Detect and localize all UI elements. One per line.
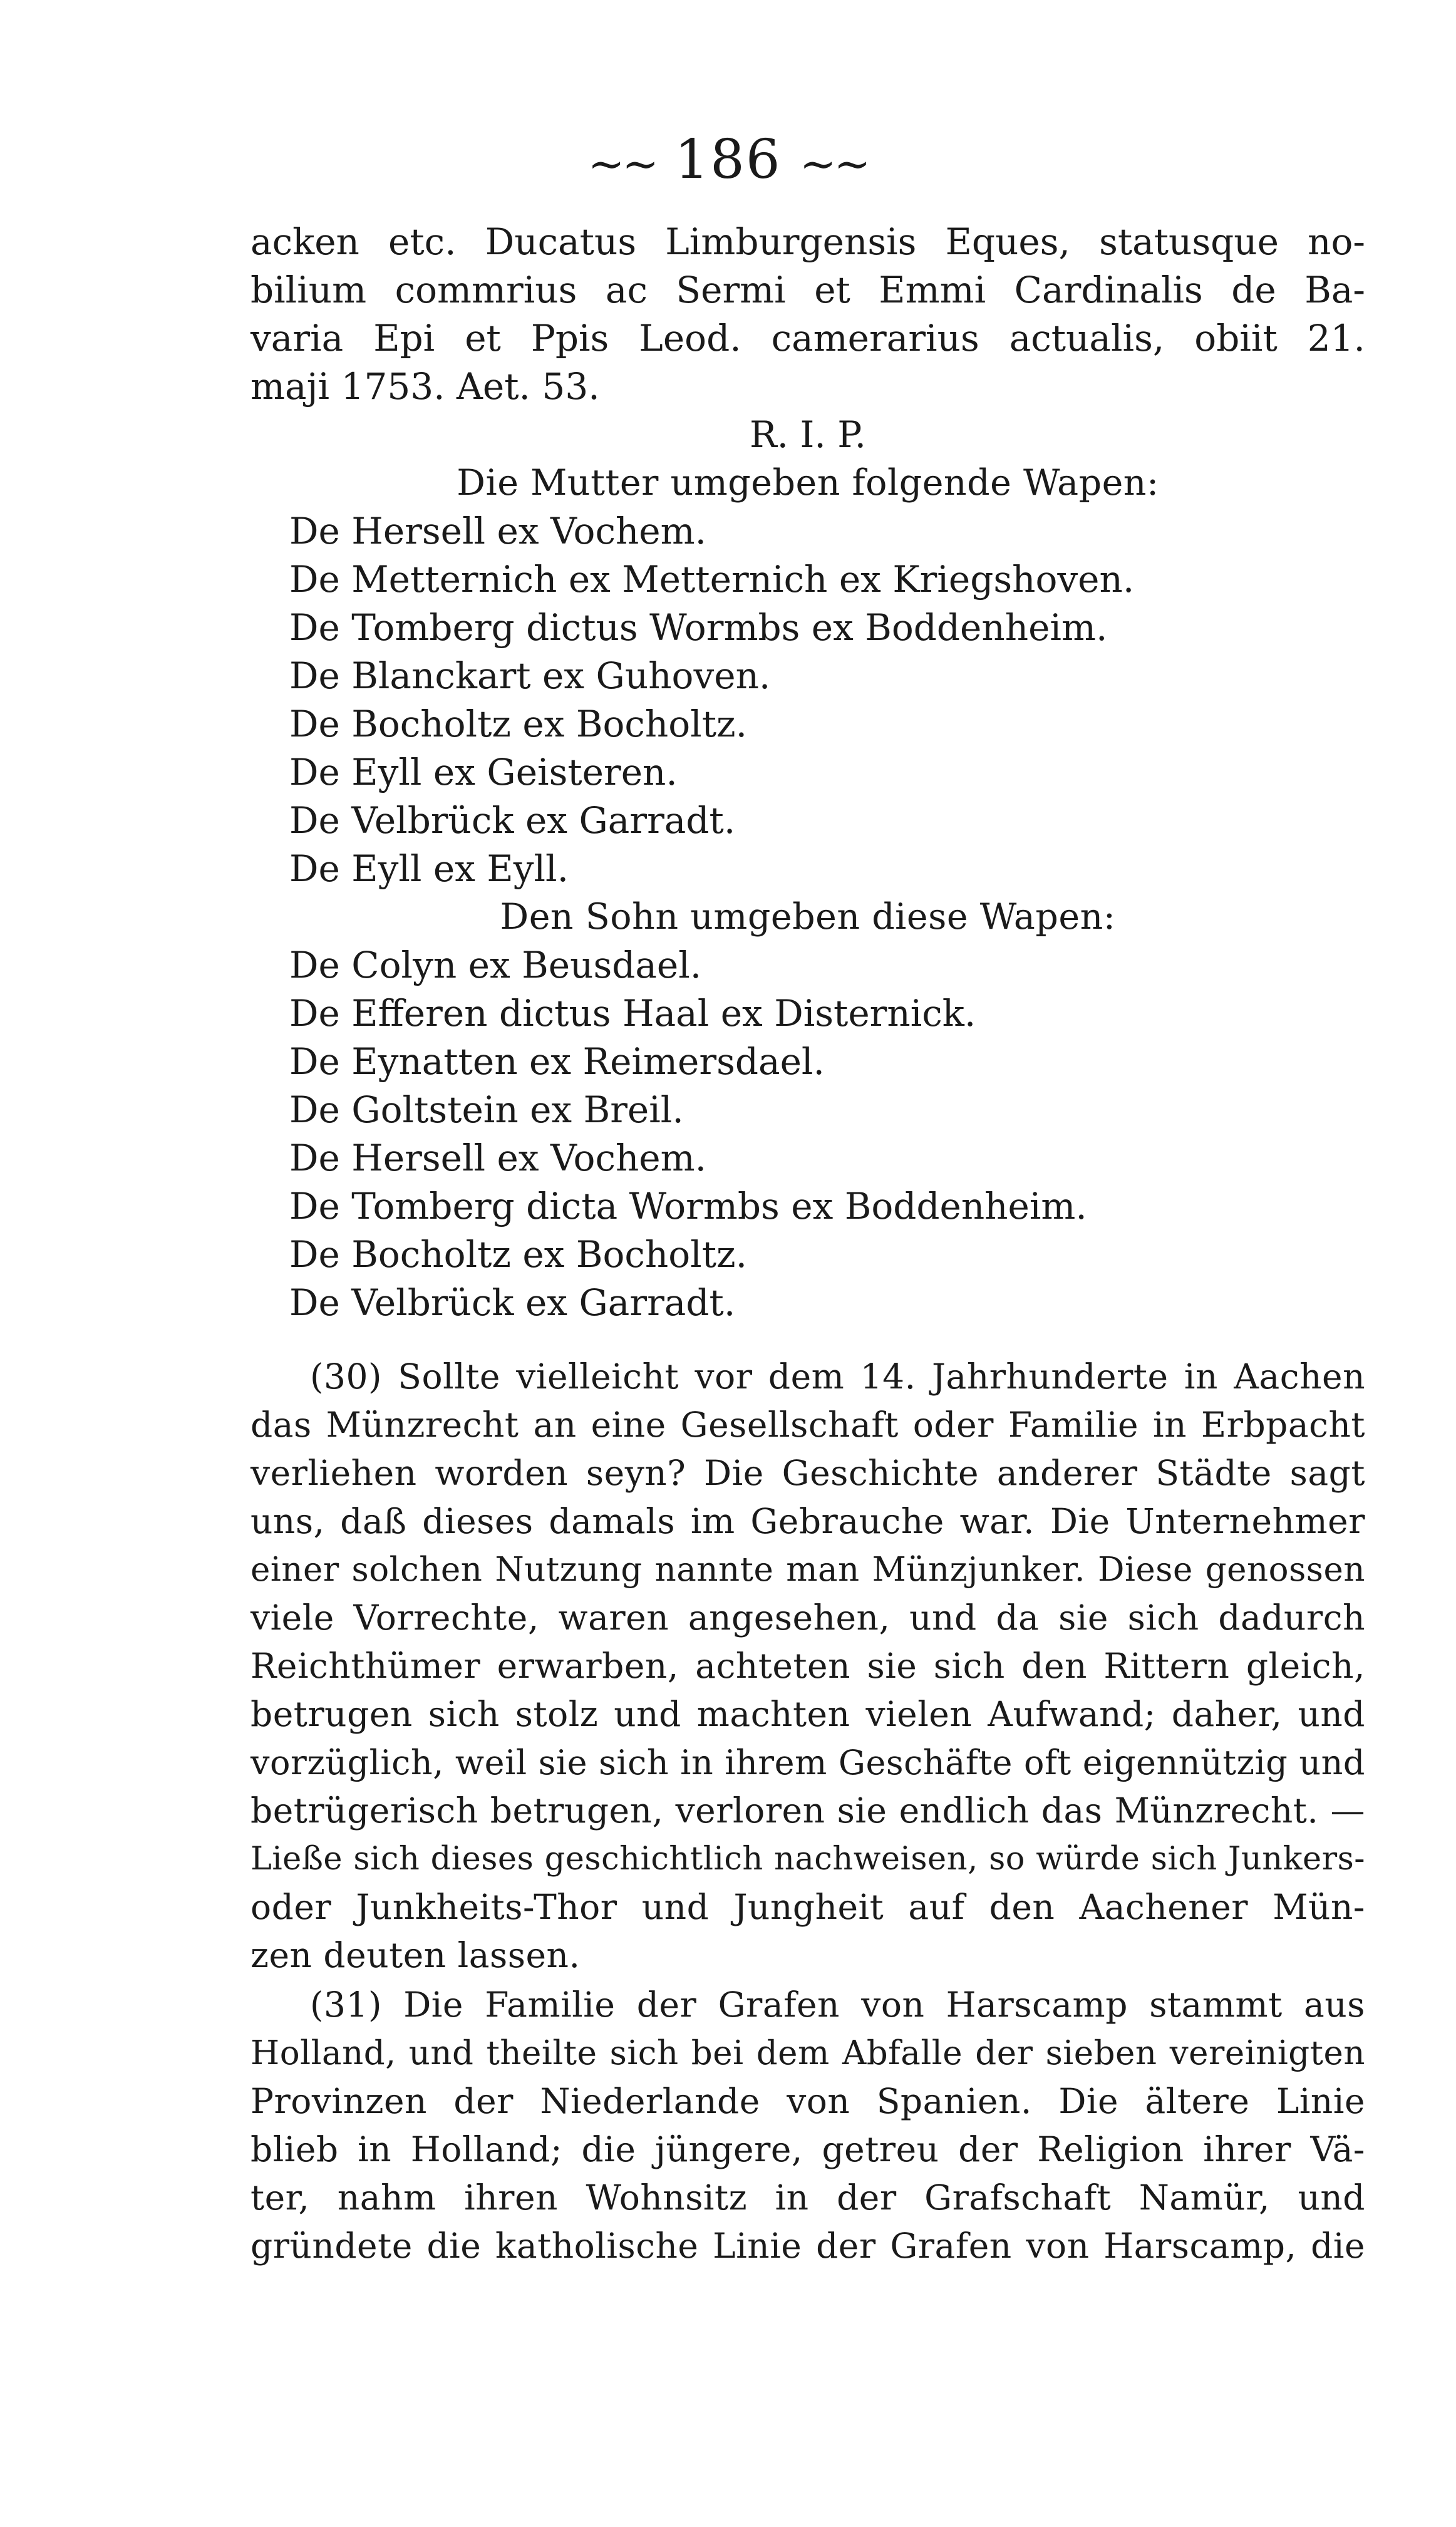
note-line: verliehen worden seyn? Die Geschichte anderer Städte sagt	[250, 1453, 1365, 1493]
arms-entry: De Bocholtz ex Bocholtz.	[289, 1233, 748, 1276]
note-line: uns, daß dieses damals im Gebrauche war. Die Unternehmer	[250, 1501, 1365, 1541]
arms-entry: De Tomberg dictus Wormbs ex Boddenheim.	[289, 606, 1108, 649]
arms-entry: De Eyll ex Geisteren.	[289, 751, 678, 793]
arms-entry: De Goltstein ex Breil.	[289, 1088, 684, 1131]
note-line: betrügerisch betrugen, verloren sie endlich das Münzrecht. —	[250, 1791, 1365, 1831]
note-line: oder Junkheits-Thor und Jungheit auf den Aachener Mün-	[250, 1887, 1365, 1927]
note-line: einer solchen Nutzung nannte man Münzjunker. Diese genossen	[250, 1551, 1365, 1589]
arms-entry: De Hersell ex Vochem.	[289, 510, 707, 552]
son-arms-heading: Den Sohn umgeben diese Wapen:	[500, 896, 1116, 938]
arms-entry: De Eynatten ex Reimersdael.	[289, 1040, 825, 1083]
note-line: ter, nahm ihren Wohnsitz in der Grafschaft Namür, und	[250, 2178, 1365, 2218]
note-line: (30) Sollte vielleicht vor dem 14. Jahrhunderte in Aachen	[310, 1357, 1365, 1397]
header-ornament-right: ~~	[799, 138, 869, 190]
note-line: blieb in Holland; die jüngere, getreu der Religion ihrer Vä-	[250, 2129, 1365, 2169]
son-arms-list	[250, 941, 1365, 1327]
arms-entry: De Eyll ex Eyll.	[289, 847, 569, 890]
header-ornament-left: ~~	[587, 138, 657, 190]
note-line: Ließe sich dieses geschichtlich nachweisen, so würde sich Junkers-	[250, 1841, 1365, 1878]
epitaph-line: acken etc. Ducatus Limburgensis Eques, statusque no-	[250, 220, 1365, 263]
note-line: Holland, und theilte sich bei dem Abfalle der sieben vereinigten	[250, 2034, 1365, 2072]
note-line: vorzüglich, weil sie sich in ihrem Geschäfte oft eigennützig und	[250, 1743, 1365, 1782]
arms-entry: De Bocholtz ex Bocholtz.	[289, 703, 748, 745]
note-31	[250, 1981, 1365, 2270]
epitaph-block	[250, 218, 1365, 507]
note-line: betrugen sich stolz und machten vielen Aufwand; daher, und	[250, 1694, 1365, 1734]
rip-line: R. I. P.	[749, 413, 867, 456]
epitaph-line: maji 1753. Aet. 53.	[250, 365, 600, 408]
note-30	[250, 1353, 1365, 1980]
epitaph-line: bilium commrius ac Sermi et Emmi Cardinalis de Ba-	[250, 269, 1365, 311]
note-line: gründete die katholische Linie der Grafen von Harscamp, die	[250, 2226, 1365, 2266]
arms-entry: De Velbrück ex Garradt.	[289, 1281, 736, 1324]
note-line: Reichthümer erwarben, achteten sie sich den Rittern gleich,	[250, 1646, 1365, 1686]
note-line: viele Vorrechte, waren angesehen, und da sie sich dadurch	[250, 1598, 1365, 1638]
note-line: zen deuten lassen.	[250, 1935, 581, 1975]
note-line: Provinzen der Niederlande von Spanien. Die ältere Linie	[250, 2081, 1365, 2121]
note-line: (31) Die Familie der Grafen von Harscamp stammt aus	[310, 1985, 1365, 2025]
page-header	[0, 128, 1456, 195]
mother-arms-list	[250, 507, 1365, 941]
arms-entry: De Blanckart ex Guhoven.	[289, 654, 771, 697]
mother-arms-heading: Die Mutter umgeben folgende Wapen:	[457, 462, 1159, 504]
note-line: das Münzrecht an eine Gesellschaft oder Familie in Erbpacht	[250, 1405, 1365, 1445]
arms-entry: De Metternich ex Metternich ex Kriegshoven.	[289, 558, 1135, 601]
epitaph-line: varia Epi et Ppis Leod. camerarius actualis, obiit 21.	[250, 317, 1365, 359]
arms-entry: De Velbrück ex Garradt.	[289, 799, 736, 842]
arms-entry: De Efferen dictus Haal ex Disternick.	[289, 992, 976, 1035]
arms-entry: De Colyn ex Beusdael.	[289, 944, 702, 986]
page-number: 186	[674, 128, 782, 191]
arms-entry: De Hersell ex Vochem.	[289, 1137, 707, 1179]
arms-entry: De Tomberg dicta Wormbs ex Boddenheim.	[289, 1185, 1087, 1227]
